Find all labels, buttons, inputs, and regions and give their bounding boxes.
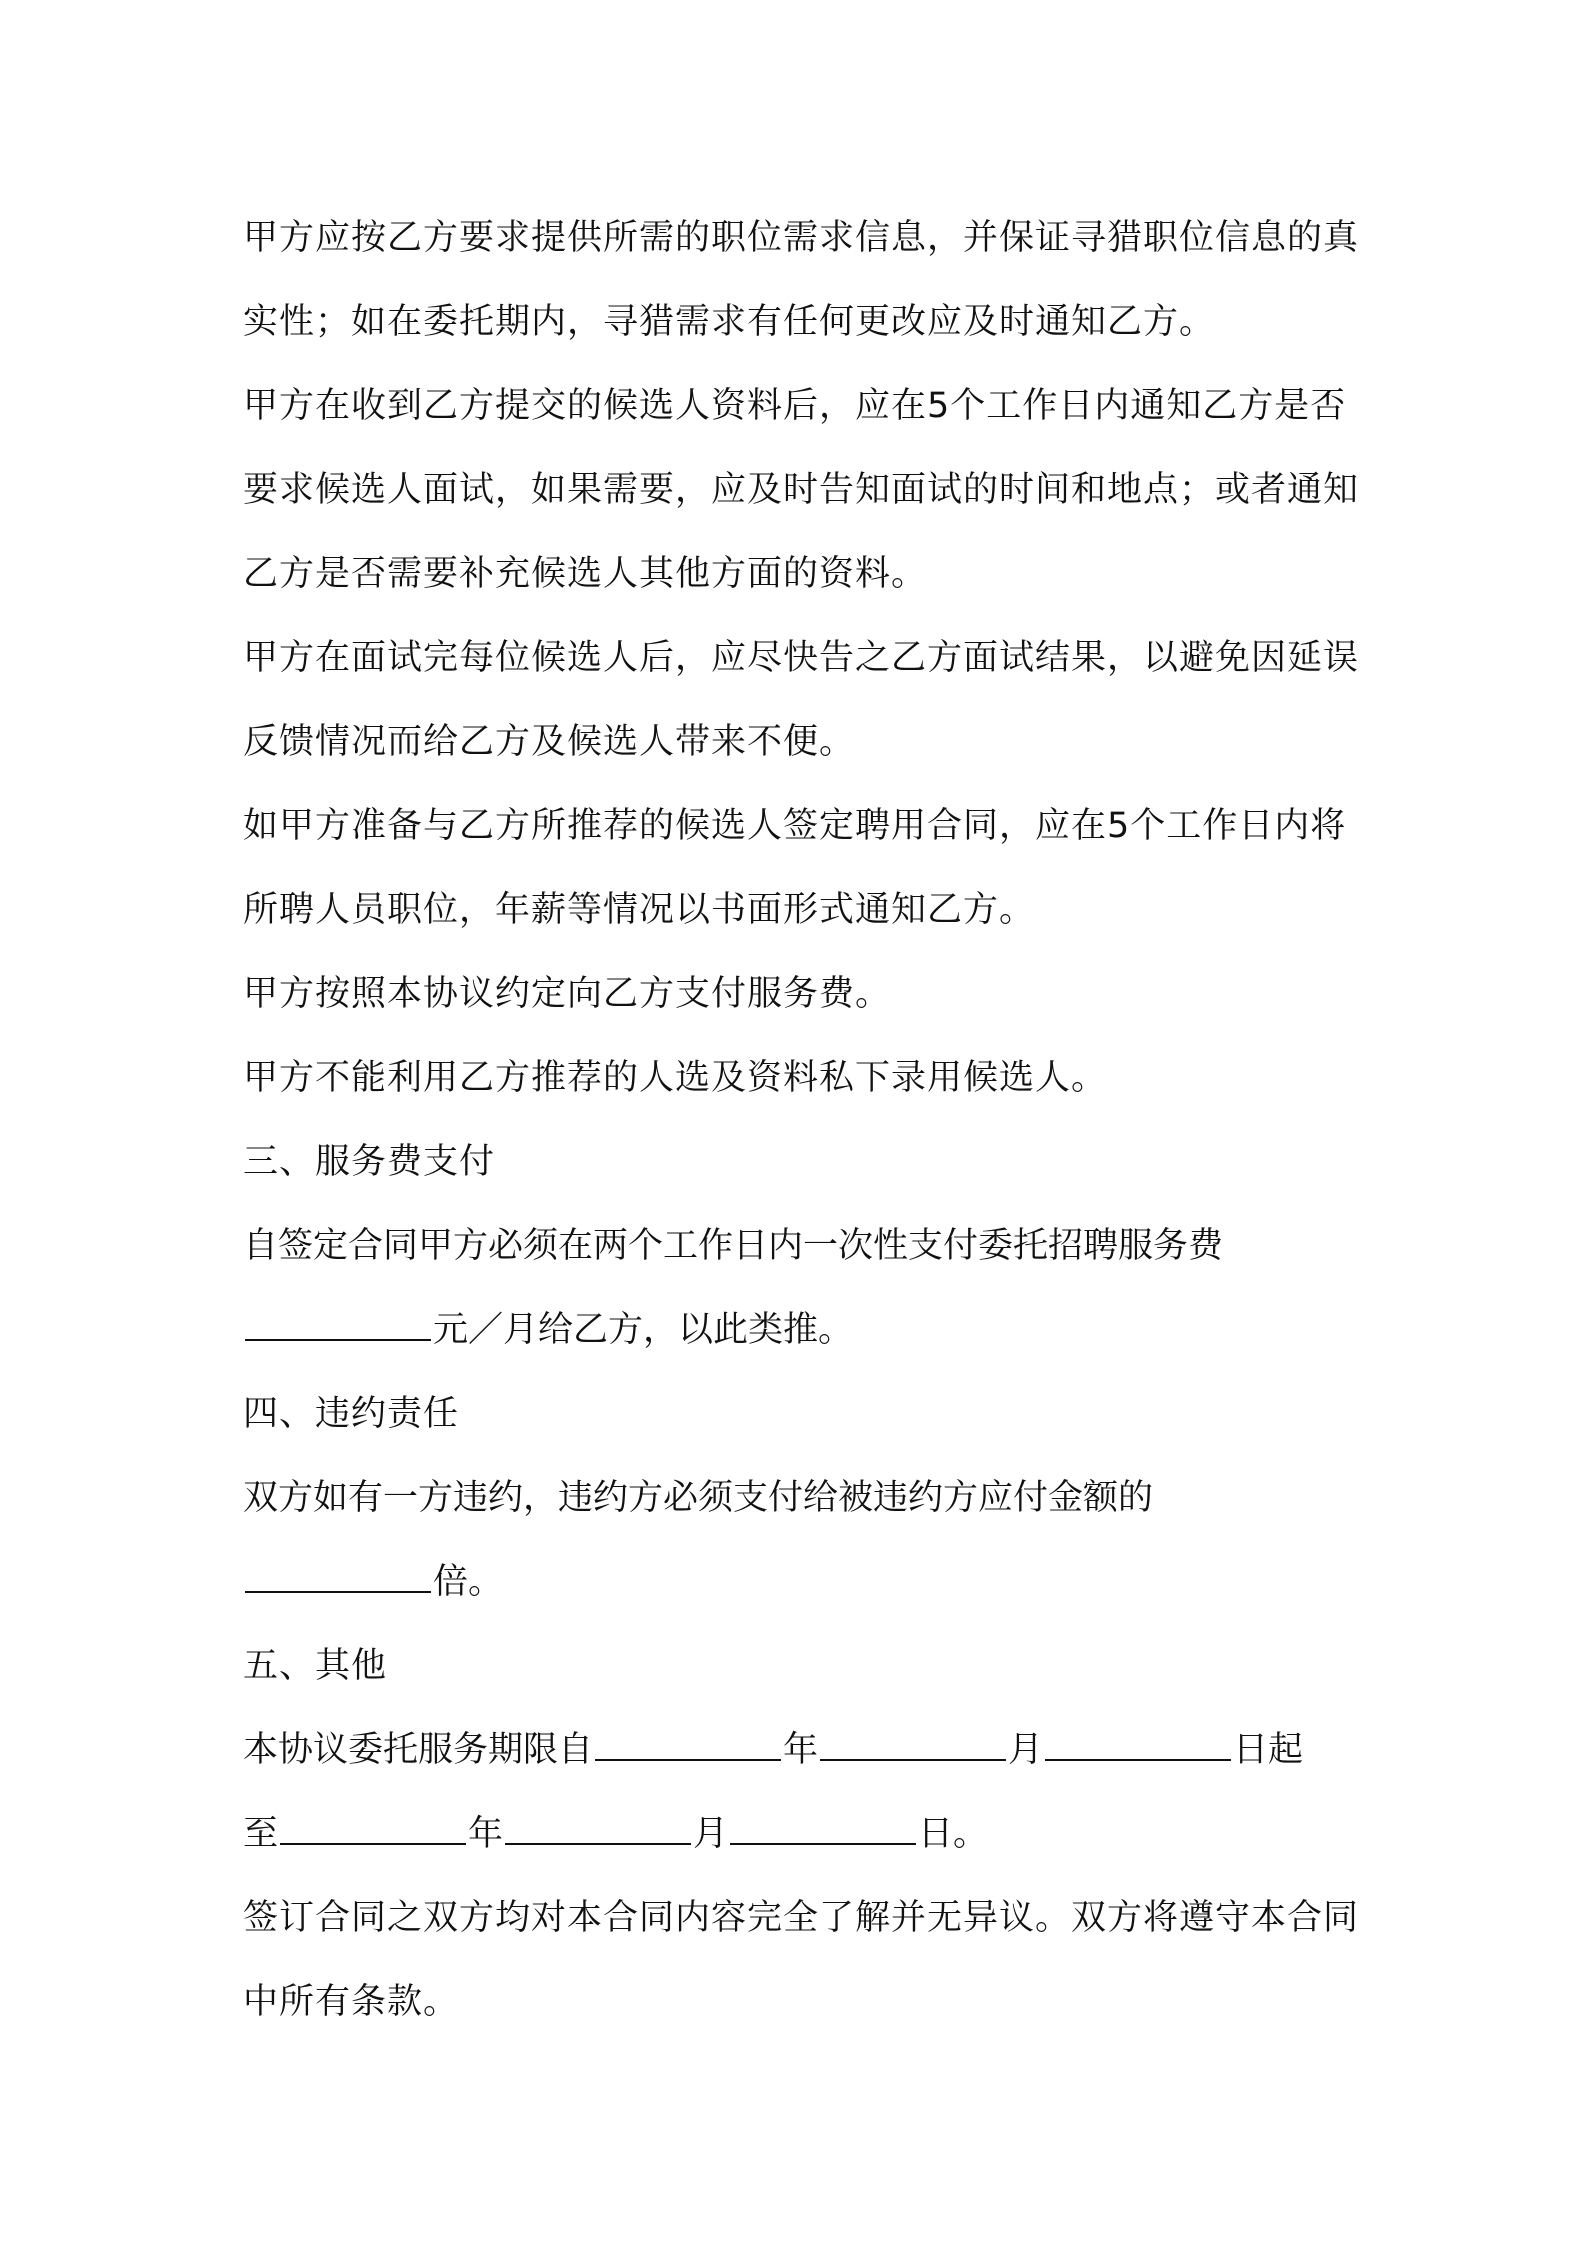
liability-multiplier-line (243, 1540, 1363, 1624)
fee-payment-line: 自签定合同甲方必须在两个工作日内一次性支付委托招聘服务费 (243, 1226, 1224, 1266)
document-body (243, 196, 1363, 2044)
fee-amount-blank[interactable] (245, 1338, 431, 1341)
start-day-blank[interactable] (1045, 1758, 1231, 1761)
start-day-label: 日起 (1233, 1730, 1304, 1770)
fee-amount-suffix: 元／月给乙方，以此类推。 (433, 1310, 854, 1350)
fee-payment-clause (243, 1204, 1363, 1372)
end-day-label: 日。 (918, 1814, 989, 1854)
start-year-label: 年 (783, 1730, 819, 1770)
liability-clause (243, 1456, 1363, 1624)
term-end-line (243, 1792, 1363, 1876)
term-clause (243, 1708, 1363, 1876)
end-year-label: 年 (468, 1814, 504, 1854)
end-year-blank[interactable] (280, 1842, 466, 1845)
paragraph-hiring-notice: 如甲方准备与乙方所推荐的候选人签定聘用合同，应在5个工作日内将所聘人员职位，年薪等情况以书面形式通知乙方。 (243, 806, 1347, 930)
end-day-blank[interactable] (730, 1842, 916, 1845)
paragraph-info-requirements: 甲方应按乙方要求提供所需的职位需求信息，并保证寻猎职位信息的真实性；如在委托期内，寻猎需求有任何更改应及时通知乙方。 (243, 218, 1360, 342)
section-heading-fee-payment: 三、服务费支付 (243, 1142, 496, 1182)
paragraph-service-fee: 甲方按照本协议约定向乙方支付服务费。 (243, 974, 892, 1014)
section-heading-liability: 四、违约责任 (243, 1394, 460, 1434)
paragraph-interview-feedback: 甲方在面试完每位候选人后，应尽快告之乙方面试结果，以避免因延误反馈情况而给乙方及候选人带来不便。 (243, 638, 1360, 762)
term-prefix: 本协议委托服务期限自 (243, 1730, 594, 1770)
end-month-label: 月 (693, 1814, 729, 1854)
fee-amount-line (243, 1288, 1363, 1372)
start-year-blank[interactable] (595, 1758, 781, 1761)
multiplier-suffix: 倍。 (433, 1562, 504, 1602)
multiplier-blank[interactable] (245, 1590, 431, 1593)
paragraph-candidate-review: 甲方在收到乙方提交的候选人资料后，应在5个工作日内通知乙方是否要求候选人面试，如果需要，应及时告知面试的时间和地点；或者通知乙方是否需要补充候选人其他方面的资料。 (243, 386, 1360, 594)
end-month-blank[interactable] (505, 1842, 691, 1845)
term-start-line (243, 1708, 1363, 1792)
start-month-blank[interactable] (820, 1758, 1006, 1761)
section-heading-other: 五、其他 (243, 1646, 388, 1686)
paragraph-no-private-hiring: 甲方不能利用乙方推荐的人选及资料私下录用候选人。 (243, 1058, 1108, 1098)
liability-line: 双方如有一方违约，违约方必须支付给被违约方应付金额的 (243, 1478, 1154, 1518)
start-month-label: 月 (1008, 1730, 1044, 1770)
term-to-label: 至 (243, 1814, 279, 1854)
paragraph-closing: 签订合同之双方均对本合同内容完全了解并无异议。双方将遵守本合同中所有条款。 (243, 1898, 1360, 2022)
